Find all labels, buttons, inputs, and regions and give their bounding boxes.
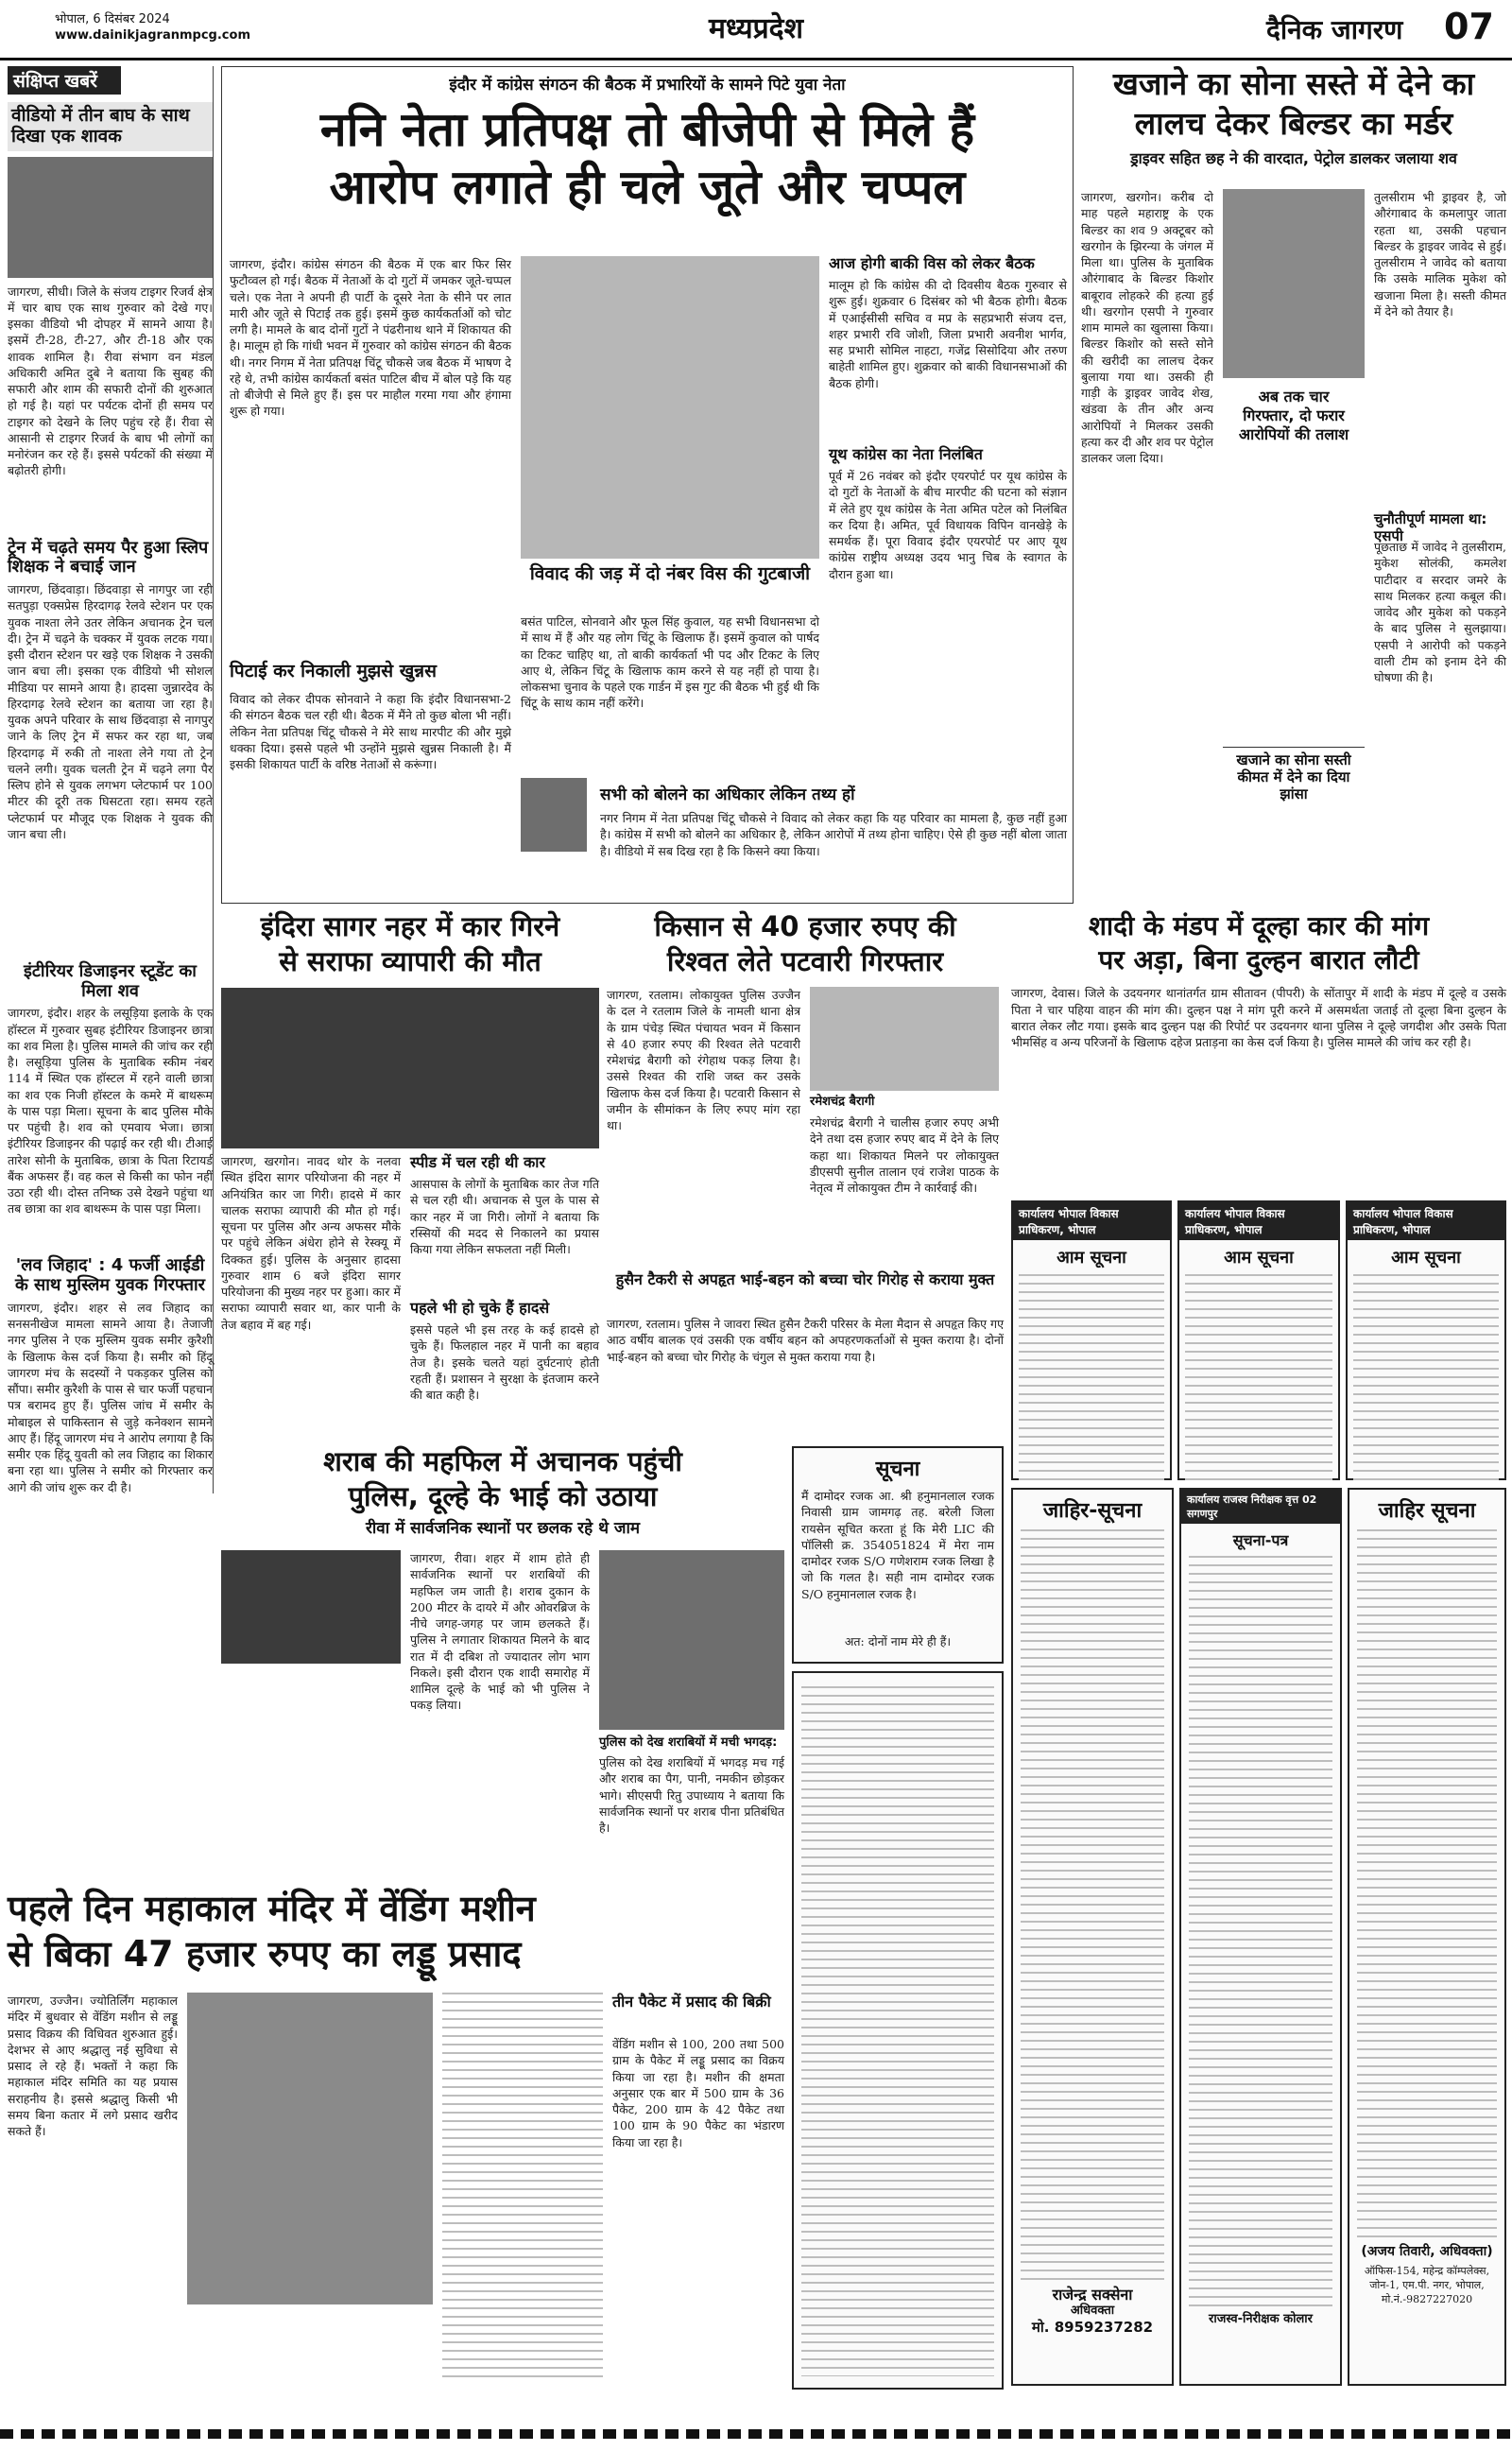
page-number: 07 <box>1444 6 1494 47</box>
liquor-photo <box>221 1550 401 1664</box>
brief-body-tiger: जागरण, सीधी। जिले के संजय टाइगर रिजर्व क्षेत्र में चार बाघ एक साथ गुरुवार को देखे गए। इसका वीडियो भी दोपहर में सामने आया है। इसमें टी-28, टी-27, और टी-18 और एक शावक शामिल है। रीवा संभाग वन मंडल अधिकारी अमित दुबे ने बताया कि सुबह की सफारी और शाम की सफारी दोनों की शुरुआत हो गई है। यहां पर पर्यटक दोनों ही समय पर टाइगर को देखने के लिए पहुंच रहे हैं। रीवा से आसानी से टाइगर रिजर्व के बाघ भी लोगों का मनोरंजन कर रहे हैं। इससे पर्यटकों की संख्या में बढ़ोतरी होगी। <box>8 284 213 478</box>
liquor-story <box>221 1446 784 1881</box>
box-heading-facts: सभी को बोलने का अधिकार लेकिन तथ्य हों <box>600 785 855 804</box>
jahir-ad-2-title: जाहिर सूचना <box>1378 1499 1476 1523</box>
notice-ad-1-text <box>1019 1274 1164 1482</box>
notice-ad-1-title: आम सूचना <box>1057 1248 1126 1268</box>
notice-ad-2 <box>1177 1200 1340 1480</box>
liquor-headline-1: शराब की महफिल में अचानक पहुंची <box>323 1445 682 1477</box>
canal-body-earlier: इससे पहले भी इस तरह के कई हादसे हो चुके हैं। फिलहाल नहर में पानी का बहाव तेज है। इसके चलते यहां दुर्घटनाएं होती रहती हैं। प्रशासन ने सुरक्षा के इंतजाम करने की बात कही है। <box>410 1322 599 1402</box>
wedding-body: जागरण, देवास। जिले के उदयनगर थानांतर्गत ग्राम सीतावन (पीपरी) के सोंतापुर में शादी के मंडप में दूल्हे व उसके पिता ने चार पहिया वाहन की मांग की। दुल्हन पक्ष ने मांग पूरी करने में असमर्थता जताई तो दूल्हा बिना दुल्हन के बारात लेकर लौट गया। इसके बाद दुल्हन पक्ष की रिपोर्ट पर उदयनगर थाना पुलिस ने दूल्हे जगदीश और उसके पिता भीमसिंह व अन्य परिजनों के खिलाफ दहेज प्रताड़ना का केस दर्ज किया है। पुलिस मामले की जांच कर रही है। <box>1011 986 1506 1050</box>
liquor-subhead: रीवा में सार्वजनिक स्थानों पर छलक रहे थे जाम <box>365 1518 641 1538</box>
brief-headline-train: ट्रेन में चढ़ते समय पैर हुआ स्लिप शिक्षक ने बचाई जान <box>8 537 209 578</box>
lead-headline-2: आरोप लगाते ही चले जूते और चप्पल <box>329 160 966 216</box>
canal-story <box>221 911 599 1441</box>
kidnap-body: जागरण, रतलाम। पुलिस ने जावरा स्थित हुसैन टैकरी परिसर के मेला मैदान से अपहृत किए गए आठ वर्षीय बालक एवं उसकी एक वर्षीय बहन को अपहरणकर्ताओं से मुक्त कराया है। दोनों भाई-बहन को बच्चा चोर गिरोह के चंगुल से मुक्त कराया गया है। <box>607 1317 1004 1364</box>
canal-body: जागरण, खरगोन। नावद थोर के नलवा स्थित इंदिरा सागर परियोजना की नहर में अनियंत्रित कार जा गिरी। हादसे में कार चालक सराफा व्यापारी की मौत हो गई। सूचना पर पुलिस और अन्य अफसर मौके पर पहुंचे लेकिन अंधेरा होने से रेस्क्यू में दिक्कत हुई। पुलिस के अनुसार हादसा गुरुवार शाम 6 बजे इंदिरा सागर परियोजना की मुख्य नहर पर हुआ। कार में सराफा व्यापारी सवार था, कार पानी के तेज बहाव में बह गई। <box>221 1154 401 1332</box>
canal-headline-2: से सराफा व्यापारी की मौत <box>279 945 541 978</box>
notice-ad-3-title: आम सूचना <box>1391 1248 1461 1268</box>
kidnap-subhead: हुसैन टैकरी से अपहृत भाई-बहन को बच्चा चोर गिरोह से कराया मुक्त <box>615 1270 995 1288</box>
revenue-ad-office: कार्यालय राजस्व निरीक्षक वृत्त 02 सगणपुर <box>1181 1490 1340 1524</box>
builder-caption-1: अब तक चार <box>1258 388 1330 406</box>
liquor-body: जागरण, रीवा। शहर में शाम होते ही सार्वजनिक स्थानों पर शराबियों की महफिल जम जाती है। शराब दुकान के 200 मीटर के दायरे में और ओवरब्रिज के नीचे जगह-जगह पर जाम छलकते हैं। पुलिस ने लगातार शिकायत मिलने के बाद रात में दी दबिश तो ज्यादातर लोग भाग निकले। इसी दौरान एक शादी समारोह में शामिल दूल्हे के भाई को भी पुलिस ने पकड़ लिया। <box>410 1551 590 1713</box>
website-link[interactable]: www.dainikjagranmpcg.com <box>55 28 250 43</box>
footer-rule <box>0 2429 1512 2439</box>
lead-kicker: इंदौर में कांग्रेस संगठन की बैठक में प्रभारियों के सामने पिटे युवा नेता <box>449 76 846 95</box>
brief-body-love-jihad: जागरण, इंदौर। शहर से लव जिहाद का सनसनीखेज मामला सामने आया है। तेजाजी नगर पुलिस ने एक मुस्लिम युवक समीर कुरैशी के खिलाफ केस दर्ज किया है। समीर को हिंदू जागरण मंच के सदस्यों ने पकड़कर पुलिस को सौंपा। समीर कुरैशी के पास से चार फर्जी पहचान पत्र बरामद हुए हैं। पुलिस जांच में समीर के मोबाइल से पाकिस्तान से जुड़े कनेक्शन सामने आए हैं। हिंदू जागरण मंच ने आरोप लगाया है कि समीर एक हिंदू युवती को लव जिहाद का शिकार बना रहा था। पुलिस ने समीर को गिरफ्तार कर आगे की जांच शुरू कर दी है। <box>8 1300 213 1494</box>
brief-headline-tiger: वीडियो में तीन बाघ के साथ दिखा एक शावक <box>8 102 213 151</box>
sidebar-heading-meeting: आज होगी बाकी विस को लेकर बैठक <box>829 254 1035 272</box>
lead-subhead-3: पिटाई कर निकाली मुझसे खुन्नस <box>230 661 437 682</box>
builder-body-sp: पूछताछ में जावेद ने तुलसीराम, मुकेश सोलंकी, कमलेश पाटीदार व सरदार जमरे के साथ मिलकर हत्या कबूल की। जावेद और मुकेश को पकड़ने के बाद पुलिस ने सुलझाया। एसपी ने आरोपी को पकड़ने वाली टीम को इनाम देने की घोषणा की है। <box>1374 540 1506 684</box>
court-notice-text <box>801 1686 994 2376</box>
notice-ad-2-text <box>1185 1274 1332 1482</box>
patwari-story <box>607 911 1004 1441</box>
court-notice-ad <box>792 1671 1004 2390</box>
notice-ad-3-office: कार्यालय भोपाल विकास प्राधिकरण, भोपाल <box>1348 1202 1504 1240</box>
brief-headline-student: इंटीरियर डिजाइनर स्टूडेंट का मिला शव <box>24 961 197 1001</box>
liquor-body-2: पुलिस को देख शराबियों में भगदड़ मच गई और शराब का पैग, पानी, नमकीन छोड़कर भागे। सीएसपी रितु उपाध्याय ने बताया कि सार्वजनिक स्थानों पर शराब पीना प्रतिबंधित है। <box>599 1755 784 1835</box>
wedding-story <box>1011 911 1506 1195</box>
notice-ad-3 <box>1346 1200 1506 1480</box>
laddu-body-continued <box>442 1993 603 2380</box>
jahir-ad-1-phone: मो. 8959237282 <box>1031 2318 1154 2336</box>
laddu-story <box>8 1889 784 2390</box>
lead-headline-1: ननि नेता प्रतिपक्ष तो बीजेपी से मिले हैं <box>319 101 975 157</box>
builder-caption-2: गिरफ्तार, दो फरार <box>1243 406 1345 424</box>
brief-news-label: संक्षिप्त खबरें <box>8 66 121 95</box>
box-body-facts: नगर निगम में नेता प्रतिपक्ष चिंटू चौकसे ने विवाद को लेकर कहा कि यह परिवार का मामला है, कुछ नहीं हुआ है। कांग्रेस में सभी को बोलने का अधिकार है, लेकिन आरोपों में तथ्य होना चाहिए। ऐसे ही कुछ नहीं बोला जाता है। वीडियो में सब दिख रहा है कि किसने क्या किया। <box>600 811 1067 858</box>
canal-subhead-earlier: पहले भी हो चुके हैं हादसे <box>410 1299 550 1317</box>
lead-story <box>221 66 1074 904</box>
jahir-soochna-ad-1 <box>1011 1488 1174 2386</box>
jahir-ad-1-title: जाहिर-सूचना <box>1042 1499 1143 1523</box>
lead-body-1: जागरण, इंदौर। कांग्रेस संगठन की बैठक में एक बार फिर सिर फुटौव्वल हो गई। बैठक में नेताओं के दो गुटों में जमकर जूते-चप्पल चले। एक नेता ने अपनी ही पार्टी के दूसरे नेता के सीने पर लात मारी और जूते से पिटाई तक हुई। इसमें कुछ कार्यकर्ताओं को चोट लगी है। मामले के बाद दोनों गुटों ने पंढरीनाथ थाने में शिकायत की है। मालूम हो कि गांधी भवन में गुरुवार को कांग्रेस संगठन की बैठक थी। नगर निगम में नेता प्रतिपक्ष चिंटू चौकसे जब बैठक में भाषण दे रहे थे, तभी कांग्रेस कार्यकर्ता बसंत पाटिल बीच में बोल पड़े कि यह तो बीजेपी से मिले हुए हैं। इस पर माहौल गरमा गया और हंगामा शुरू हो गया। <box>230 257 511 419</box>
notice-ad-1 <box>1011 1200 1172 1480</box>
section-title: मध्यप्रदेश <box>708 12 804 45</box>
notice-ad-3-text <box>1353 1274 1499 1482</box>
jahir-ad-2-advocate: (अजय तिवारी, अधिवक्ता) <box>1361 2244 1493 2259</box>
brief-news-column <box>8 66 214 1493</box>
masthead <box>0 0 1512 60</box>
liquor-headline-2: पुलिस, दूल्हे के भाई को उठाया <box>348 1480 658 1513</box>
jahir-ad-1-advocate: राजेन्द्र सक्सेना <box>1052 2286 1133 2304</box>
revenue-ad-title: सूचना-पत्र <box>1232 1531 1289 1549</box>
laddu-headline-1: पहले दिन महाकाल मंदिर में वेंडिंग मशीन <box>8 1888 536 1929</box>
jahir-ad-1-text <box>1021 1529 1164 2286</box>
canal-body-speed: आसपास के लोगों के मुताबिक कार तेज गति से चल रही थी। अचानक से पुल के पास से कार नहर में जा गिरी। लोगों ने बताया कि रस्सियों की मदद से निकालने का प्रयास किया गया लेकिन सफलता नहीं मिली। <box>410 1177 599 1256</box>
revenue-notice-ad <box>1179 1488 1342 2386</box>
patwari-body-2: रमेशचंद्र बैरागी ने चालीस हजार रुपए अभी देने तथा दस हजार रुपए बाद में देने के लिए कहा था। शिकायत मिलने पर लोकायुक्त डीएसपी सुनील तालान एवं राजेश पाठक के नेतृत्व में लोकायुक्त टीम ने कार्रवाई की। <box>810 1115 999 1195</box>
laddu-headline-2: से बिका 47 हजार रुपए का लड्डू प्रसाद <box>8 1932 522 1975</box>
revenue-ad-signatory: राजस्व-निरीक्षक कोलार <box>1209 2312 1313 2326</box>
suspect-photo <box>1223 189 1365 378</box>
paper-name: दैनिक जागरण <box>1266 14 1403 45</box>
lead-body-3: विवाद को लेकर दीपक सोनवाने ने कहा कि इंदौर विधानसभा-2 की संगठन बैठक चल रही थी। बैठक में मैंने तो कुछ बोला भी नहीं। लेकिन नेता प्रतिपक्ष चिंटू चौकसे ने मेरे साथ मारपीट की और मुझे धक्का दिया। इससे पहले भी उन्होंने मुझसे खुन्नस निकाली है। मैं इसकी शिकायत पार्टी के वरिष्ठ नेताओं से करूंगा। <box>230 692 511 771</box>
laddu-photo <box>187 1993 433 2304</box>
lead-body-2: बसंत पाटिल, सोनवाने और फूल सिंह कुवाल, यह सभी विधानसभा दो में साथ में हैं और यह लोग चिंटू के खिलाफ हैं। इसमें कुवाल को पार्षद का टिकट चाहिए था, तो बाकी कार्यकर्ता भी पद और टिकट के लिए आए थे, लेकिन चिंटू के खिलाफ काम करने से यह नहीं हो पाया है। लोकसभा चुनाव के पहले एक गार्डन में इस गुट की बैठक भी हुई थी कि चिंटू के साथ काम नहीं करेंगे। <box>521 614 819 711</box>
lic-notice-body: मैं दामोदर रजक आ. श्री हनुमानलाल रजक निवासी ग्राम जामगढ़ तह. बरेली जिला रायसेन सूचित करता हूं कि मेरी LIC की पॉलिसी क्र. 354051824 में मेरा नाम दामोदर रजक S/O गणेशराम रजक लिखा है जो कि गलत है। सही नाम दामोदर रजक S/O हनुमानलाल रजक है। <box>801 1489 994 1601</box>
tiger-photo <box>8 157 213 278</box>
brief-body-student: जागरण, इंदौर। शहर के लसूड़िया इलाके के एक हॉस्टल में गुरुवार सुबह इंटीरियर डिजाइनर छात्रा का शव मिला है। पुलिस मामले की जांच कर रही है। लसूड़िया पुलिस के मुताबिक स्कीम नंबर 114 में स्थित एक हॉस्टल में रहने वाली छात्रा का शव एक निजी हॉस्टल के कमरे में बाथरूम के पास पड़ा मिला। सूचना के बाद पुलिस मौके पर पहुंची है। शव को एमवाय भेजा। छात्रा इंटीरियर डिजाइनर की पढ़ाई कर रही थी। टीआई तारेश सोनी के मुताबिक, छात्रा के पिता रिटायर्ड बैंक अफसर हैं। वह कल से किसी का फोन नहीं उठा रही थी। दोस्त तनिष्क उसे देखने पहुंचा था तब छात्रा का शव बाथरूम के पास पड़ा मिला। <box>8 1006 213 1217</box>
wedding-headline-1: शादी के मंडप में दूल्हा कार की मांग <box>1088 910 1430 941</box>
builder-body-right: तुलसीराम भी ड्राइवर है, जो औरंगाबाद के कमलापुर जाता रहता था, उसकी पहचान बिल्डर के ड्राइवर जावेद से हुई। तुलसीराम ने जावेद को बताया कि उसके मालिक मुकेश को खजाना मिला है। सस्ती कीमत में देने को तैयार है। <box>1374 190 1506 319</box>
canal-headline-1: इंदिरा सागर नहर में कार गिरने <box>260 910 560 942</box>
lic-notice-title: सूचना <box>875 1458 920 1481</box>
sidebar-body-meeting: मालूम हो कि कांग्रेस की दो दिवसीय बैठक गुरुवार से शुरू हुई। शुक्रवार 6 दिसंबर को भी बैठक होगी। बैठक में एआईसीसी सचिव व मप्र के सहप्रभारी संजय दत्त, शहर प्रभारी रवि जोशी, जिला प्रभारी अवनीश भार्गव, सह प्रभारी सोमिल नाहटा, गजेंद्र सिसोदिया और तरुण बाहेती शामिल हुए। शुक्रवार को बाकी विधानसभाओं की बैठक होगी। <box>829 278 1067 390</box>
lic-notice <box>792 1446 1004 1664</box>
liquor-photo-2 <box>599 1550 784 1730</box>
notice-ad-2-office: कार्यालय भोपाल विकास प्राधिकरण, भोपाल <box>1179 1202 1338 1240</box>
builder-caption-3: आरोपियों की तलाश <box>1238 425 1349 443</box>
builder-subhead: ड्राइवर सहित छह ने की वारदात, पेट्रोल डालकर जलाया शव <box>1130 148 1457 167</box>
canal-photo <box>221 988 599 1148</box>
sidebar-body-youth: पूर्व में 26 नवंबर को इंदौर एयरपोर्ट पर यूथ कांग्रेस के दो गुटों के नेताओं के बीच मारपीट की घटना को संज्ञान में लेते हुए यूथ कांग्रेस के नेता अमित पटेल को निलंबित कर दिया है। अमित, पूर्व विधायक विपिन वानखेड़े के समर्थक हैं। पूरा विवाद इंदौर एयरपोर्ट पर आए यूथ कांग्रेस राष्ट्रीय अध्यक्ष उदय भानु चिब के स्वागत के दौरान हुआ था। <box>829 469 1067 581</box>
sidebar-heading-youth: यूथ कांग्रेस का नेता निलंबित <box>829 445 983 463</box>
patwari-headline-1: किसान से 40 हजार रुपए की <box>654 910 956 942</box>
jahir-soochna-ad-2 <box>1348 1488 1506 2386</box>
builder-body: जागरण, खरगोन। करीब दो माह पहले महाराष्ट्र के एक बिल्डर का शव 9 अक्टूबर को खरगोन के झिरन्या के जंगल में मिला था। पुलिस के मुताबिक औरंगाबाद के बिल्डर किशोर बाबूराव लोहकरे की हत्या हुई थी। खरगोन एसपी ने गुरुवार शाम मामले का खुलासा किया। बिल्डर किशोर को सस्ते सोने की खरीदी का लालच देकर बुलाया गया था। उसकी ही गाड़ी के ड्राइवर जावेद शेख, खंडवा के तीन और अन्य आरोपियों ने मिलकर उसकी हत्या कर दी और शव पर पेट्रोल डालकर जला दिया। <box>1081 190 1213 465</box>
builder-story <box>1081 66 1506 904</box>
builder-subhead-box: खजाने का सोना सस्ती कीमत में देने का दिया झांसा <box>1223 747 1365 803</box>
revenue-ad-text <box>1189 1556 1332 2312</box>
lic-notice-footer: अत: दोनों नाम मेरे ही हैं। <box>844 1634 952 1648</box>
jahir-ad-1-role: अधिवक्ता <box>1070 2304 1115 2319</box>
notice-ad-2-title: आम सूचना <box>1224 1248 1294 1268</box>
patwari-photo-caption: रमेशचंद्र बैरागी <box>810 1095 875 1109</box>
laddu-body-2: वेंडिंग मशीन से 100, 200 तथा 500 ग्राम के पैकेट में लड्डू प्रसाद का विक्रय किया जा रहा है। मशीन की क्षमता अनुसार एक बार में 500 ग्राम के 36 पैकेट, 200 ग्राम के 42 पैकेट तथा 100 ग्राम के 90 पैकेट का भंडारण किया जा रहा है। <box>612 2037 784 2149</box>
lead-photo-group <box>521 256 819 559</box>
liquor-photo-caption: पुलिस को देख शराबियों में मची भगदड़: <box>599 1735 778 1750</box>
laddu-body: जागरण, उज्जैन। ज्योतिर्लिंग महाकाल मंदिर में बुधवार से वेंडिंग मशीन से लड्डू प्रसाद विक्रय की विधिवत शुरुआत हुई। देशभर से आए श्रद्धालु नई सुविधा से प्रसाद ले रहे हैं। भक्तों ने कहा कि महाकाल मंदिर समिति का यह प्रयास सराहनीय है। इससे श्रद्धालु किसी भी समय बिना कतार में लगे प्रसाद खरीद सकते हैं। <box>8 1994 178 2138</box>
patwari-body: जागरण, रतलाम। लोकायुक्त पुलिस उज्जैन के दल ने रतलाम जिले के नामली थाना क्षेत्र के ग्राम पंचेड़ स्थित पंचायत भवन में किसान से 40 हजार रुपए की रिश्वत लेते पटवारी रमेशचंद्र बैरागी को रंगेहाथ पकड़ लिया है। उससे रिश्वत की राशि जब्त कर उसके खिलाफ केस दर्ज किया है। पटवारी किसान से जमीन के सीमांकन के लिए रुपए मांग रहा था। <box>607 988 800 1132</box>
laddu-subhead: तीन पैकेट में प्रसाद की बिक्री <box>612 1993 771 2011</box>
date-line: भोपाल, 6 दिसंबर 2024 <box>55 12 170 26</box>
builder-subhead-sp: चुनौतीपूर्ण मामला था: एसपी <box>1374 510 1487 544</box>
lead-photo-caption: विवाद की जड़ में दो नंबर विस की गुटबाजी <box>529 563 811 584</box>
notice-ad-1-office: कार्यालय भोपाल विकास प्राधिकरण, भोपाल <box>1013 1202 1170 1240</box>
jahir-ad-2-address: ऑफिस-154, महेन्द्र कॉम्पलेक्स, जोन-1, एम.पी. नगर, भोपाल, मो.नं.-9827227020 <box>1364 2264 1490 2306</box>
patwari-photo <box>810 987 999 1091</box>
brief-headline-love-jihad: 'लव जिहाद' : 4 फर्जी आईडी के साथ मुस्लिम युवक गिरफ्तार <box>14 1255 206 1296</box>
patwari-headline-2: रिश्वत लेते पटवारी गिरफ्तार <box>666 945 944 978</box>
builder-headline-1: खजाने का सोना सस्ते में देने का <box>1112 65 1475 102</box>
brief-body-train: जागरण, छिंदवाड़ा। छिंदवाड़ा से नागपुर जा रही सतपुड़ा एक्सप्रेस हिरदागढ़ रेलवे स्टेशन पर एक युवक नाश्ता लेने उतर लेकिन अचानक ट्रेन चल दी। ट्रेन में चढ़ने के चक्कर में युवक लटक गया। इसी दौरान स्टेशन पर खड़े एक शिक्षक ने उसकी जान बचा ली। इसका एक वीडियो भी सोशल मीडिया पर सामने आया है। हादसा जुन्नारदेव के हिरदागढ़ रेलवे स्टेशन का बताया जा रहा है। युवक अपने परिवार के साथ छिंदवाड़ा से नागपुर जाने के लिए ट्रेन में सफर कर रहा था, जब हिरदागढ़ में रुकी तो नाश्ता लेने गया तो ट्रेन चलने लगी। युवक चलती ट्रेन में चढ़ने लगा पैर स्लिप होने से युवक लगभग प्लेटफार्म पर 100 मीटर की दूरी तक घिसटता रहा। समय रहते प्लेटफार्म पर मौजूद एक शिक्षक ने युवक की जान बचा ली। <box>8 582 213 841</box>
wedding-headline-2: पर अड़ा, बिना दुल्हन बारात लौटी <box>1098 944 1419 976</box>
jahir-ad-2-text <box>1357 1529 1497 2238</box>
canal-subhead-speed: स्पीड में चल रही थी कार <box>410 1153 545 1171</box>
leader-photo <box>521 778 587 852</box>
builder-headline-2: लालच देकर बिल्डर का मर्डर <box>1134 104 1453 142</box>
